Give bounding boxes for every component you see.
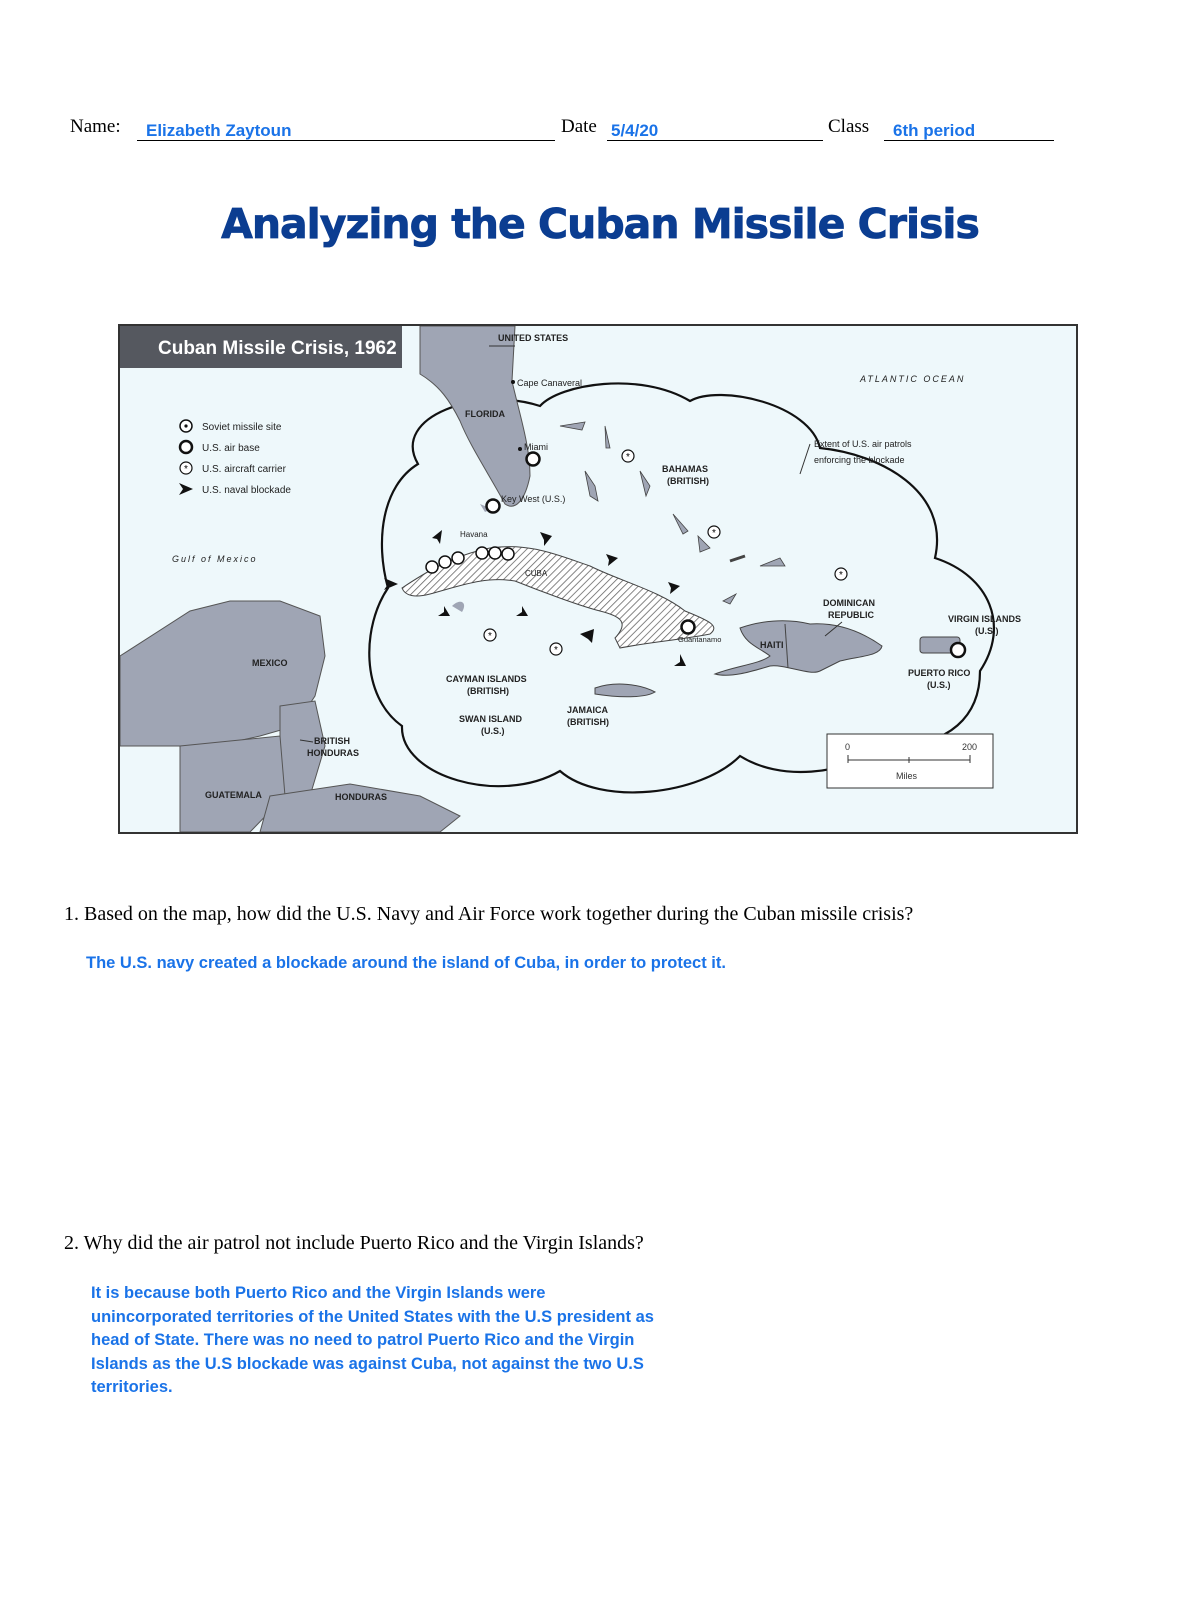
- jamaica-land: [595, 684, 655, 697]
- air-base-icon: [487, 500, 500, 513]
- label-swan-us: (U.S.): [481, 726, 505, 736]
- label-miami: Miami: [524, 442, 548, 452]
- map-legend: [179, 420, 291, 496]
- label-bahamas-british: (BRITISH): [667, 476, 709, 486]
- scale-max: 200: [962, 742, 978, 752]
- carrier-star: *: [626, 452, 630, 463]
- label-cuba: CUBA: [525, 569, 548, 578]
- cape-canaveral-dot: [511, 380, 515, 384]
- label-bahamas: BAHAMAS: [662, 464, 708, 474]
- bahamas-island-8: [760, 558, 785, 566]
- label-havana: Havana: [460, 530, 488, 539]
- label-florida: FLORIDA: [465, 409, 505, 419]
- date-field[interactable]: 5/4/20: [611, 121, 659, 140]
- air-base-icon: [527, 453, 540, 466]
- class-label: Class: [828, 116, 870, 137]
- legend-us-aircraft-carrier: U.S. aircraft carrier: [202, 464, 286, 475]
- blockade-arrow-icon: [674, 654, 686, 666]
- legend-us-air-base: U.S. air base: [202, 443, 260, 454]
- date-label: Date: [561, 116, 597, 137]
- legend-soviet-missile-site: Soviet missile site: [202, 422, 282, 433]
- label-extent-1: Extent of U.S. air patrols: [814, 439, 912, 449]
- bahamas-island-4: [640, 471, 650, 496]
- label-atlantic-ocean: ATLANTIC OCEAN: [860, 374, 966, 384]
- scale-unit: Miles: [896, 771, 918, 781]
- asterisk-glyph: *: [184, 464, 188, 475]
- label-gulf-of-mexico: Gulf of Mexico: [172, 554, 258, 564]
- label-guatemala: GUATEMALA: [205, 790, 262, 800]
- carrier-star: *: [712, 528, 716, 539]
- missile-site-icon: [502, 548, 514, 560]
- target-circle-dot: [184, 424, 187, 427]
- carrier-star: *: [554, 645, 558, 656]
- blockade-arrow-icon: [540, 532, 552, 546]
- label-jamaica-british: (BRITISH): [567, 717, 609, 727]
- answer-2-line-2: unincorporated territories of the United States with the U.S president as: [91, 1307, 654, 1326]
- class-field[interactable]: 6th period: [893, 121, 976, 140]
- bahamas-island-9: [723, 594, 736, 604]
- name-field[interactable]: Elizabeth Zaytoun: [146, 121, 292, 140]
- blockade-arrow-icon: [438, 606, 450, 616]
- name-label: Name:: [70, 116, 121, 137]
- air-base-icon: [951, 643, 965, 657]
- label-dominican: DOMINICAN: [823, 598, 875, 608]
- miami-dot: [518, 447, 522, 451]
- answer-2-line-5: territories.: [91, 1378, 173, 1396]
- label-republic: REPUBLIC: [828, 610, 875, 620]
- map-scale: [827, 734, 993, 788]
- name-underline: [137, 140, 555, 141]
- label-mexico: MEXICO: [252, 658, 288, 668]
- star-circle-icon: [180, 441, 192, 453]
- leader-line: [800, 444, 810, 474]
- label-cayman-british: (BRITISH): [467, 686, 509, 696]
- blockade-arrow-icon: [580, 629, 594, 643]
- air-base-icon: [682, 621, 695, 634]
- class-underline: [884, 140, 1054, 141]
- label-haiti: HAITI: [760, 640, 784, 650]
- label-guantanamo: Guantanamo: [678, 635, 722, 644]
- label-cape-canaveral: Cape Canaveral: [517, 378, 583, 388]
- label-honduras: HONDURAS: [335, 792, 388, 802]
- answer-2-line-4: Islands as the U.S blockade was against Cuba, not against the two U.S: [91, 1354, 644, 1373]
- label-united-states: UNITED STATES: [498, 333, 569, 343]
- blockade-arrow-icon: [606, 554, 618, 566]
- hispaniola-land: [715, 621, 882, 676]
- label-key-west: Key West (U.S.): [501, 494, 566, 504]
- blockade-arrow-icon: [668, 582, 680, 594]
- legend-us-naval-blockade: U.S. naval blockade: [202, 485, 291, 496]
- bahamas-island-2: [605, 426, 610, 448]
- missile-site-icon: [489, 547, 501, 559]
- date-underline: [607, 140, 823, 141]
- label-virgin-islands-us: (U.S.): [975, 626, 999, 636]
- label-virgin-islands: VIRGIN ISLANDS: [948, 614, 1022, 624]
- scale-min: 0: [845, 742, 851, 752]
- carrier-star: *: [839, 570, 843, 581]
- label-swan-island: SWAN ISLAND: [459, 714, 522, 724]
- label-extent-2: enforcing the blockade: [814, 455, 905, 465]
- map-title: Cuban Missile Crisis, 1962: [158, 338, 397, 359]
- isle-of-pines: [452, 602, 464, 612]
- cuban-missile-crisis-map: [118, 324, 1078, 834]
- bahamas-island-5: [673, 514, 688, 534]
- answer-2-line-1: It is because both Puerto Rico and the Virgin Islands were: [91, 1284, 546, 1302]
- arrowhead-icon: [179, 483, 193, 495]
- bahamas-island-3: [585, 471, 598, 501]
- answer-2-line-3: head of State. There was no need to patrol Puerto Rico and the Virgin: [91, 1331, 635, 1349]
- blockade-arrow-icon: [432, 530, 442, 544]
- label-puerto-rico: PUERTO RICO: [908, 668, 971, 678]
- missile-site-icon: [452, 552, 464, 564]
- blockade-arrow-icon: [516, 606, 528, 616]
- question-2: 2. Why did the air patrol not include Puerto Rico and the Virgin Islands?: [64, 1232, 644, 1254]
- label-cayman-islands: CAYMAN ISLANDS: [446, 674, 527, 684]
- bahamas-island-7: [730, 556, 745, 561]
- missile-site-icon: [476, 547, 488, 559]
- bahamas-island-6: [698, 536, 710, 552]
- question-1: 1. Based on the map, how did the U.S. Navy and Air Force work together during the Cuban missile crisis?: [64, 903, 914, 925]
- label-british-honduras: HONDURAS: [307, 748, 360, 758]
- answer-2[interactable]: [91, 1282, 654, 1400]
- missile-site-icon: [426, 561, 438, 573]
- label-puerto-rico-us: (U.S.): [927, 680, 951, 690]
- answer-1-line-1[interactable]: The U.S. navy created a blockade around the island of Cuba, in order to protect it.: [86, 954, 726, 972]
- carrier-star: *: [488, 631, 492, 642]
- bahamas-island-1: [560, 422, 585, 430]
- label-jamaica: JAMAICA: [567, 705, 609, 715]
- label-british: BRITISH: [314, 736, 350, 746]
- page-title: Analyzing the Cuban Missile Crisis: [221, 200, 979, 248]
- map-canvas: [120, 326, 1076, 832]
- missile-site-icon: [439, 556, 451, 568]
